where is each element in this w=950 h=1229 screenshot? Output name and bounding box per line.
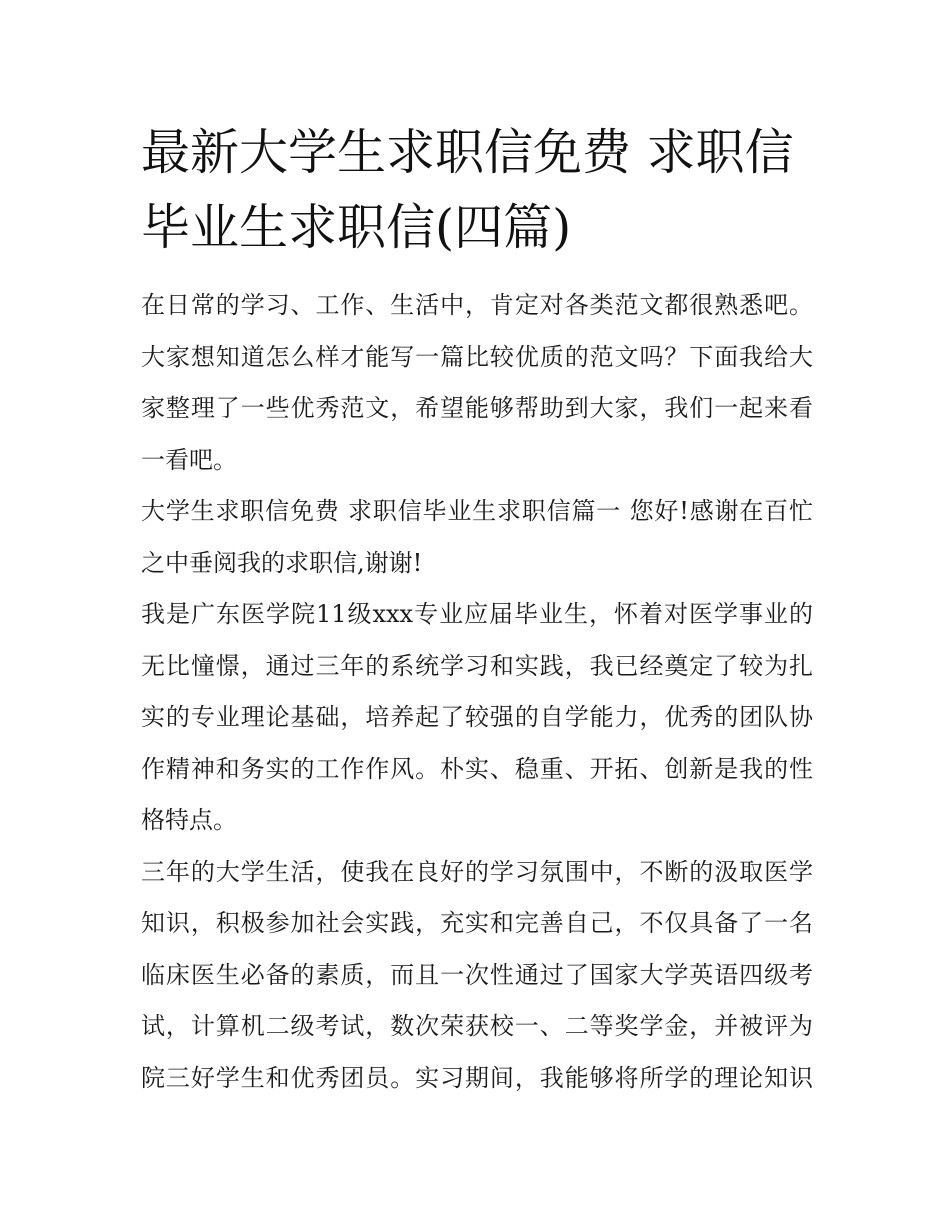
document-page xyxy=(141,115,813,1104)
text-line: 大学生求职信免费 求职信毕业生求职信篇一 您好!感谢在百忙 xyxy=(141,497,813,525)
text-line: 临床医生必备的素质，而且一次性通过了国家大学英语四级考 xyxy=(141,960,813,989)
text-line: 之中垂阅我的求职信,谢谢! xyxy=(141,548,423,577)
text-line: 家整理了一些优秀范文，希望能够帮助到大家，我们一起来看 xyxy=(141,394,813,422)
title-line: 毕业生求职信(四篇) xyxy=(141,199,572,256)
greeting-paragraph xyxy=(141,486,813,589)
text-line: 试，计算机二级考试，数次荣获校一、二等奖学金，并被评为 xyxy=(141,1012,813,1040)
text-line: 在日常的学习、工作、生活中，肯定对各类范文都很熟悉吧。 xyxy=(141,291,813,319)
university-life-paragraph xyxy=(141,847,813,1105)
text-line: 一看吧。 xyxy=(141,445,237,474)
intro-paragraph xyxy=(141,280,813,486)
text-line: 知识，积极参加社会实践，充实和完善自己，不仅具备了一名 xyxy=(141,909,813,937)
text-line: 我是广东医学院11级xxx专业应届毕业生，怀着对医学事业的 xyxy=(141,600,813,628)
text-line: 实的专业理论基础，培养起了较强的自学能力，优秀的团队协 xyxy=(141,703,813,731)
document-title xyxy=(141,115,813,265)
text-line: 无比憧憬，通过三年的系统学习和实践，我已经奠定了较为扎 xyxy=(141,651,813,680)
text-line: 三年的大学生活，使我在良好的学习氛围中，不断的汲取医学 xyxy=(141,857,813,886)
text-line: 院三好学生和优秀团员。实习期间，我能够将所学的理论知识 xyxy=(141,1063,813,1092)
self-introduction-paragraph xyxy=(141,589,813,847)
text-line: 作精神和务实的工作作风。朴实、稳重、开拓、创新是我的性 xyxy=(141,754,813,783)
document-body xyxy=(141,280,813,1104)
text-line: 格特点。 xyxy=(141,806,237,834)
text-line: 大家想知道怎么样才能写一篇比较优质的范文吗？下面我给大 xyxy=(141,342,813,371)
title-line: 最新大学生求职信免费 求职信 xyxy=(141,124,794,181)
